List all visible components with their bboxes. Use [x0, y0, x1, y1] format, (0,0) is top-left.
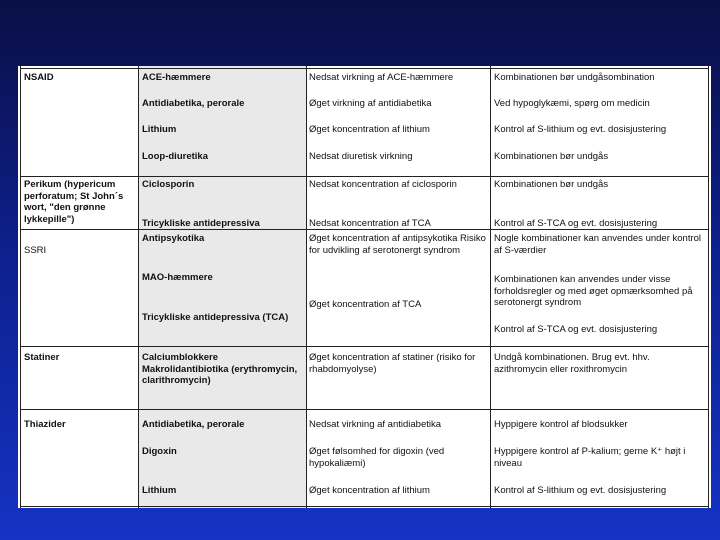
effect-cell: Øget følsomhed for digoxin (ved hypokaliæmi)	[309, 446, 445, 469]
advice-cell: Kontrol af S-TCA og evt. dosisjustering	[494, 218, 658, 229]
advice-cell: Hyppigere kontrol af P-kalium; gerne K⁺ højt i niveau	[494, 446, 686, 469]
drug-cell: Tricykliske antidepressiva (TCA)	[142, 312, 289, 323]
effect-cell: Øget koncentration af lithium	[309, 124, 430, 135]
col-border-group	[138, 66, 139, 508]
advice-cell: Nogle kombinationer kan anvendes under kontrol af S-værdier	[494, 233, 702, 256]
advice-cell: Kontrol af S-lithium og evt. dosisjustering	[494, 124, 667, 135]
drug-cell: MAO-hæmmere	[142, 272, 213, 283]
table-border-top	[20, 68, 709, 69]
advice-cell: Kombinationen kan anvendes under visse forholdsregler og med øget opmærksomhed på serotonergt syndrom	[494, 274, 693, 308]
table-border-bottom	[20, 506, 709, 507]
effect-cell: Øget koncentration af antipsykotika Risiko for udvikling af serotonergt syndrom	[309, 233, 486, 256]
advice-cell: Ved hypoglykæmi, spørg om medicin	[494, 98, 650, 109]
drug-cell: Lithium	[142, 485, 177, 496]
effect-cell: Nedsat virkning af antidiabetika	[309, 419, 442, 430]
col-border-effect	[490, 66, 491, 508]
col-border-left	[20, 66, 21, 508]
drug-cell: ACE-hæmmere	[142, 72, 211, 83]
advice-cell: Kombinationen bør undgås	[494, 151, 609, 162]
drug-cell: Ciclosporin	[142, 179, 195, 190]
row-divider-nsaid	[20, 176, 709, 177]
drug-cell: Antipsykotika	[142, 233, 205, 244]
advice-cell: Kombinationen bør undgåsombination	[494, 72, 655, 83]
effect-cell: Nedsat diuretisk virkning	[309, 151, 413, 162]
advice-cell: Hyppigere kontrol af blodsukker	[494, 419, 628, 430]
row-divider-ssri	[20, 346, 709, 347]
group-label: SSRI	[24, 245, 47, 256]
effect-cell: Øget koncentration af lithium	[309, 485, 430, 496]
effect-cell: Øget virkning af antidiabetika	[309, 98, 432, 109]
effect-cell: Nedsat koncentration af ciclosporin	[309, 179, 457, 190]
drug-cell: Antidiabetika, perorale	[142, 419, 245, 430]
group-label: Thiazider	[24, 419, 66, 430]
group-label: Statiner	[24, 352, 60, 363]
group-label: NSAID	[24, 72, 54, 83]
advice-cell: Undgå kombinationen. Brug evt. hhv. azithromycin eller roxithromycin	[494, 352, 650, 375]
row-divider-statiner	[20, 409, 709, 410]
col-border-drug	[306, 66, 307, 508]
advice-cell: Kontrol af S-lithium og evt. dosisjustering	[494, 485, 667, 496]
drug-cell: Lithium	[142, 124, 177, 135]
col-border-right	[708, 66, 709, 508]
effect-cell: Nedsat koncentration af TCA	[309, 218, 431, 229]
drug-cell: Digoxin	[142, 446, 177, 457]
advice-cell: Kontrol af S-TCA og evt. dosisjustering	[494, 324, 658, 335]
advice-cell: Kombinationen bør undgås	[494, 179, 609, 190]
group-label: Perikum (hypericum perforatum; St John´s wort, "den grønne lykkepille")	[24, 179, 124, 225]
drug-cell: Loop-diuretika	[142, 151, 208, 162]
interaction-table	[18, 66, 711, 508]
drug-cell: Calciumblokkere Makrolidantibiotika (erythromycin, clarithromycin)	[142, 352, 298, 386]
effect-cell: Nedsat virkning af ACE-hæmmere	[309, 72, 454, 83]
effect-cell: Øget koncentration af statiner (risiko for rhabdomyolyse)	[309, 352, 476, 375]
slide-title-area	[0, 0, 720, 60]
drug-cell: Antidiabetika, perorale	[142, 98, 245, 109]
drug-cell: Tricykliske antidepressiva	[142, 218, 260, 229]
effect-cell: Øget koncentration af TCA	[309, 299, 422, 310]
